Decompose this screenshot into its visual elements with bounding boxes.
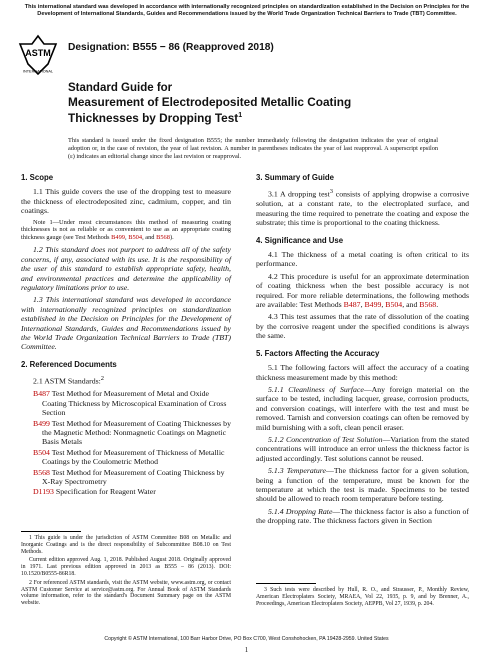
right-column xyxy=(256,173,469,529)
ref-item: B499 Test Method for Measurement of Coating Thicknesses by the Magnetic Method: Nonmagnetic Coatings on Magnetic Basis Metals xyxy=(33,418,231,447)
footnotes-left xyxy=(21,535,231,609)
section-2-heading: 2. Referenced Documents xyxy=(21,359,117,369)
para-5-1-4: 5.1.4 Dropping Rate—The thickness factor is also a function of the dropping rate. The thickness factors given in Section xyxy=(256,506,469,526)
logo-text: INTERNATIONAL xyxy=(22,69,54,74)
note-1: Note 1—Under most circumstances this method of measuring coating thicknesses is not as reliable or as convenient to use as an appropriate coating thickness gauge (see Test Methods B499, B504, and B568). xyxy=(21,218,231,241)
footnote-3: 3 Such tests were described by Hull, R. O., and Strausser, P., Monthly Review, American Electroplaters Society, MRAEA, Vol 22, 1935, p. 9, and by Brenner, A., Proceedings, American Electroplaters Society, AEPPB, Vol 27, 1939, p. 204. xyxy=(256,587,469,607)
tbt-notice: This international standard was developed in accordance with internationally recognized principles on standardization established in the Decision on Principles for the Development of International Standards, Guides and Recommendations issued by the World Trade Organization Technical Barriers to Trade (TBT) Committee. xyxy=(24,4,470,17)
footnote-divider xyxy=(256,583,316,584)
ref-item: D1193 Specification for Reagent Water xyxy=(33,487,156,497)
para-1-3: 1.3 This international standard was developed in accordance with internationally recognized principles on standardization established in the Decision on Principles for the Development of International Standards, Guides and Recommendations issued by the World Trade Organization Technical Barriers to Trade (TBT) Committee. xyxy=(21,295,231,352)
section-4-heading: 4. Significance and Use xyxy=(256,235,344,245)
para-4-3: 4.3 This test assumes that the rate of dissolution of the coating by the corrosive reagent under the specified conditions is always the same. xyxy=(256,312,469,341)
designation: Designation: B555 − 86 (Reapproved 2018) xyxy=(68,42,274,53)
ref-link[interactable]: B499 xyxy=(111,233,125,241)
ref-item: B568 Test Method for Measurement of Coating Thickness by X-Ray Spectrometry xyxy=(33,467,225,486)
title-line-2: Measurement of Electrodeposited Metallic Coating xyxy=(68,95,352,109)
section-5-heading: 5. Factors Affecting the Accuracy xyxy=(256,348,380,358)
ref-link[interactable]: B504 xyxy=(33,447,50,457)
ref-link[interactable]: D1193 xyxy=(33,487,54,497)
para-5-1: 5.1 The following factors will affect the accuracy of a coating thickness measurement made by this method: xyxy=(256,363,469,382)
ref-link[interactable]: B504 xyxy=(128,233,143,241)
section-3-heading: 3. Summary of Guide xyxy=(256,173,334,182)
ref-link[interactable]: B499 xyxy=(33,418,50,428)
ref-item: B487 Test Method for Measurement of Metal and Oxide Coating Thickness by Microscopical Examination of Cross Section xyxy=(33,389,227,418)
para-3-1: 3.1 A dropping test$^3$ consists of applying dropwise a corrosive solution, at a constant rate, to the electroplated surface, and measuring the time required to penetrate the coating and expose the substrate; this time is proportional to the coating thickness. xyxy=(256,188,469,228)
ref-link[interactable]: B568 xyxy=(33,467,50,477)
para-1-2: 1.2 This standard does not purport to address all of the safety concerns, if any, associated with its use. It is the responsibility of the user of this standard to establish appropriate safety, health, and environmental practices and determine the applicability of regulatory limitations prior to use. xyxy=(21,245,231,293)
svg-text:ASTM: ASTM xyxy=(25,48,51,58)
designation-note: This standard is issued under the fixed designation B555; the number immediately following the designation indicates the year of original adoption or, in the case of revision, the year of last revision. A number in parentheses indicates the year of last reapproval. A superscript epsilon (ε) indicates an editorial change since the last revision or reapproval. xyxy=(68,137,438,160)
para-5-1-3: 5.1.3 Temperature—The thickness factor for a given solution, being a function of the temperature, must be known for the temperature at which the test is made. Specimens to be tested should be allowed to reach room temperature before testing. xyxy=(256,466,469,504)
para-1-1: 1.1 This guide covers the use of the dropping test to measure the thickness of electrodeposited zinc, cadmium, copper, and tin coatings. xyxy=(21,187,231,216)
title-line-1: Standard Guide for xyxy=(68,82,173,94)
astm-logo-icon xyxy=(18,34,58,76)
title-line-3: Thicknesses by Dropping Test$^1$ xyxy=(68,110,243,125)
ref-link[interactable]: B487 xyxy=(33,389,50,399)
left-column xyxy=(21,173,231,498)
para-4-1: 4.1 The thickness of a metal coating is often critical to its performance. xyxy=(256,250,469,269)
footnote-1-edition: Current edition approved Aug. 1, 2018. Published August 2018. Originally approved in 1971. Last previous edition approved in 2013 as B555 – 86 (2013). DOI: 10.1520/B0555-86R18. xyxy=(21,557,231,577)
footnotes-right xyxy=(256,587,469,609)
ref-link[interactable]: B499 xyxy=(364,300,382,310)
copyright-line: Copyright © ASTM International, 100 Barr Harbor Drive, PO Box C700, West Conshohocken, PA 19428-2959. United States xyxy=(104,636,389,642)
ref-link[interactable]: B487 xyxy=(343,300,361,310)
para-4-2: 4.2 This procedure is useful for an approximate determination of coating thickness when the best possible accuracy is not required. For more reliable determinations, the following methods are available: Test Methods B487, B499, B504, and B568. xyxy=(256,271,469,310)
para-5-1-2: 5.1.2 Concentration of Test Solution—Variation from the stated concentrations will introduce an error unless the thickness factor is adjusted accordingly. Test solutions cannot be reused. xyxy=(256,434,469,463)
ref-link[interactable]: B504 xyxy=(385,300,403,310)
section-1-heading: 1. Scope xyxy=(21,173,54,182)
document-title xyxy=(68,82,398,125)
ref-link[interactable]: B568 xyxy=(156,233,170,241)
ref-item: B504 Test Method for Measurement of Thickness of Metallic Coatings by the Coulometric Method xyxy=(33,447,225,467)
page-number: 1 xyxy=(244,646,249,654)
ref-link[interactable]: B568 xyxy=(419,300,437,310)
footnote-2: 2 For referenced ASTM standards, visit the ASTM website, www.astm.org, or contact ASTM Customer Service at service@astm.org. For Annual Book of ASTM Standards volume information, refer to the standard's Document Summary page on the ASTM website. xyxy=(21,579,231,607)
footnote-divider xyxy=(21,531,81,532)
para-5-1-1: 5.1.1 Cleanliness of Surface—Any foreign material on the surface to be tested, including lacquer, grease, corrosion products, and conversion coatings, will interfere with the test and must be removed. Tarnish and conversion coatings can often be removed by mild burnishing with a soft, clean pencil eraser. xyxy=(256,384,469,432)
para-2-1: 2.1 ASTM Standards:$^2$ xyxy=(33,375,105,386)
footnote-1: 1 This guide is under the jurisdiction of ASTM Committee B08 on Metallic and Inorganic Coatings and is the direct responsibility of Subcommittee B08.10 on Test Methods. xyxy=(21,535,231,555)
